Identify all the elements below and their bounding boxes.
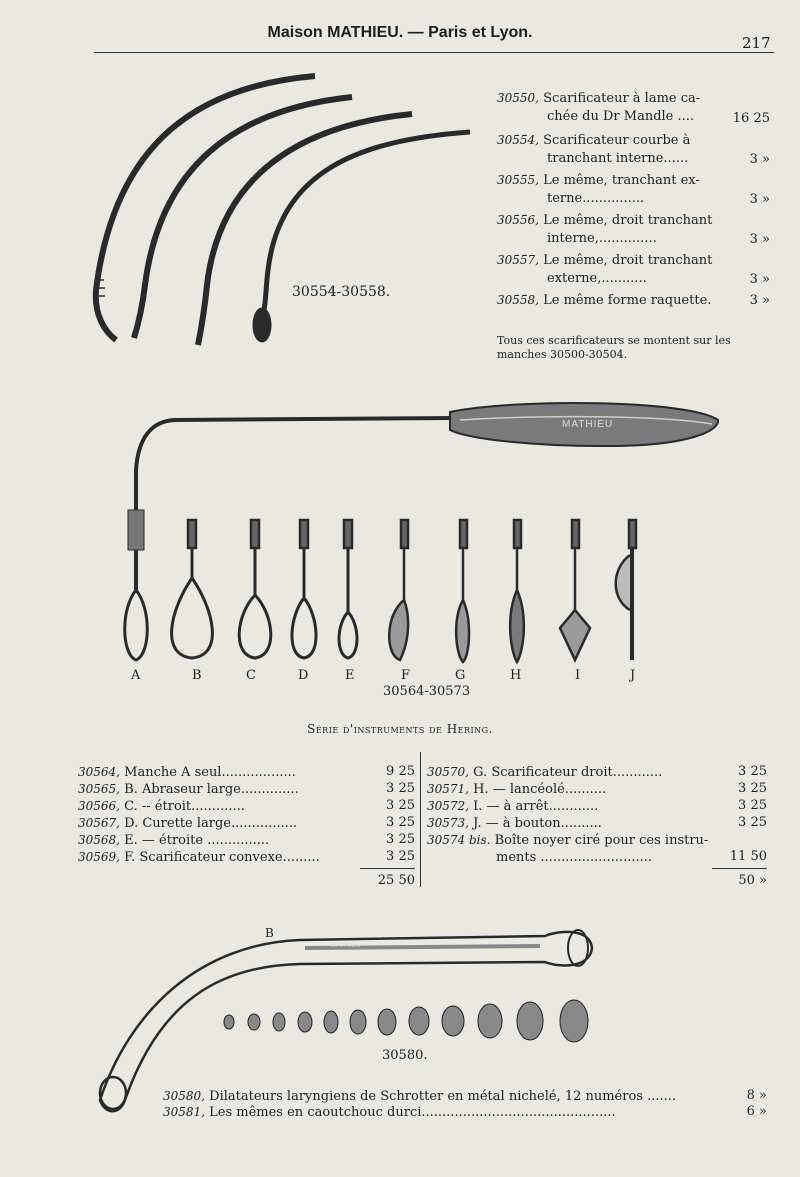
entry-price: 11 50 [729,849,767,864]
entry-price: 9 25 [386,764,415,779]
entry-price: 3 25 [386,815,415,830]
entry-description: E. — étroite ............... [124,833,270,848]
entry-number: 30554, [497,133,539,147]
entry-description: Boîte noyer ciré pour ces instru- [494,833,709,848]
handle-engraving: MATHIEU [562,419,614,430]
entry-number: 30570, [427,765,469,779]
entry-description: Manche A seul.................. [124,765,296,780]
table-row [78,832,269,849]
entry-description-cont: externe,........... [547,271,647,286]
table-row [427,764,662,781]
entry-price: 3 » [749,272,770,287]
entry-number: 30574 bis. [427,833,491,847]
tip-letter-j: J [630,668,636,683]
entry-price: 3 » [749,152,770,167]
entry-number: 30568, [78,833,120,847]
table-row [427,781,606,798]
total-rule [360,868,415,869]
entry-price: 3 » [749,232,770,247]
entry-number: 30581, [163,1105,205,1119]
total-rule [712,868,767,869]
entry-description: Scarificateur courbe à [543,133,691,148]
entry-description-cont: ments ........................... [496,850,652,865]
page-number: 217 [742,34,771,52]
entry-description: Le même, droit tranchant [543,213,713,228]
tip-letter-d: D [298,668,309,683]
entry-number: 30572, [427,799,469,813]
entry-description: I. — à arrêt............ [473,799,599,814]
catalog-entry [497,132,690,149]
entry-number: 30571, [427,782,469,796]
entry-number: 30564, [78,765,120,779]
entry-price: 3 25 [738,781,767,796]
dilator-sizes [224,1000,588,1042]
entry-description: Dilatateurs laryngiens de Schrotter en métal nichelé, 12 numéros ....... [209,1089,677,1104]
catalog-entry [497,172,700,189]
entry-description-cont: interne,.............. [547,231,657,246]
dilator-figure-label: 30580. [382,1048,428,1063]
entry-price: 3 25 [738,815,767,830]
tip-letter-a: A [131,668,141,683]
entry-price: 3 » [749,293,770,308]
scarificateur-drawings [96,76,470,345]
entry-description-cont: terne............... [547,191,645,206]
series-title: Série d'instruments de Hering. [307,722,493,736]
page-header: Maison MATHIEU. — Paris et Lyon. [267,24,533,41]
catalog-entry [163,1104,616,1121]
entry-description: C. -- étroit............. [124,799,245,814]
entry-price: 3 25 [386,832,415,847]
entry-description: F. Scarificateur convexe......... [124,850,320,865]
table-row [78,849,320,866]
entry-number: 30557, [497,253,539,267]
entry-description: Le même, tranchant ex- [543,173,700,188]
entry-number: 30569, [78,850,120,864]
table-row [78,798,245,815]
table-row [427,832,708,849]
entry-number: 30573, [427,816,469,830]
tip-letter-e: E [345,668,355,683]
entry-description: D. Curette large................ [124,816,298,831]
table-row [427,815,602,832]
entry-price: 3 25 [386,798,415,813]
table-row [78,781,299,798]
entry-description: Scarificateur à lame ca- [543,91,701,106]
entry-description: H. — lancéolé.......... [473,782,607,797]
entry-price: 3 » [749,192,770,207]
tip-letter-i: I [575,668,581,683]
dilator-engraving: MATHIEU [330,942,361,949]
hering-range-label: 30564-30573 [383,684,471,699]
catalog-entry [497,292,711,309]
hering-tips [172,520,636,662]
catalog-entry [497,212,712,229]
mounting-note: Tous ces scarificateurs se montent sur les manches 30500-30504. [497,334,731,361]
entry-price: 3 25 [386,781,415,796]
entry-description: Le même forme raquette. [543,293,712,308]
entry-price: 6 » [746,1104,767,1119]
column-divider [420,752,421,887]
right-total: 50 » [738,873,767,888]
left-total: 25 50 [377,873,415,888]
entry-price: 16 25 [732,111,770,126]
entry-number: 30558, [497,293,539,307]
entry-number: 30555, [497,173,539,187]
catalog-entry [497,90,700,107]
entry-price: 3 25 [386,849,415,864]
tip-letter-f: F [401,668,411,683]
tip-letter-g: G [455,668,466,683]
tip-letter-c: C [246,668,256,683]
table-row [78,764,296,781]
entry-description: J. — à bouton.......... [473,816,602,831]
tip-letter-b: B [192,668,202,683]
entry-description: G. Scarificateur droit............ [473,765,663,780]
entry-number: 30550, [497,91,539,105]
entry-number: 30580, [163,1089,205,1103]
entry-price: 8 » [746,1088,767,1103]
entry-number: 30566, [78,799,120,813]
entry-description-cont: tranchant interne...... [547,151,689,166]
entry-number: 30565, [78,782,120,796]
entry-description: Le même, droit tranchant [543,253,713,268]
header-rule [94,52,774,53]
catalog-entry [497,252,712,269]
tip-letter-h: H [510,668,522,683]
entry-number: 30567, [78,816,120,830]
entry-description-cont: chée du Dr Mandle .... [547,109,695,124]
table-row [427,798,598,815]
catalog-entry [163,1088,676,1105]
entry-price: 3 25 [738,798,767,813]
entry-description: Les mêmes en caoutchouc durci............................................... [209,1105,616,1120]
entry-price: 3 25 [738,764,767,779]
dilator-part-letter: B [265,926,274,940]
figure-label: 30554-30558. [292,284,391,300]
entry-number: 30556, [497,213,539,227]
entry-description: B. Abraseur large.............. [124,782,299,797]
table-row [78,815,297,832]
